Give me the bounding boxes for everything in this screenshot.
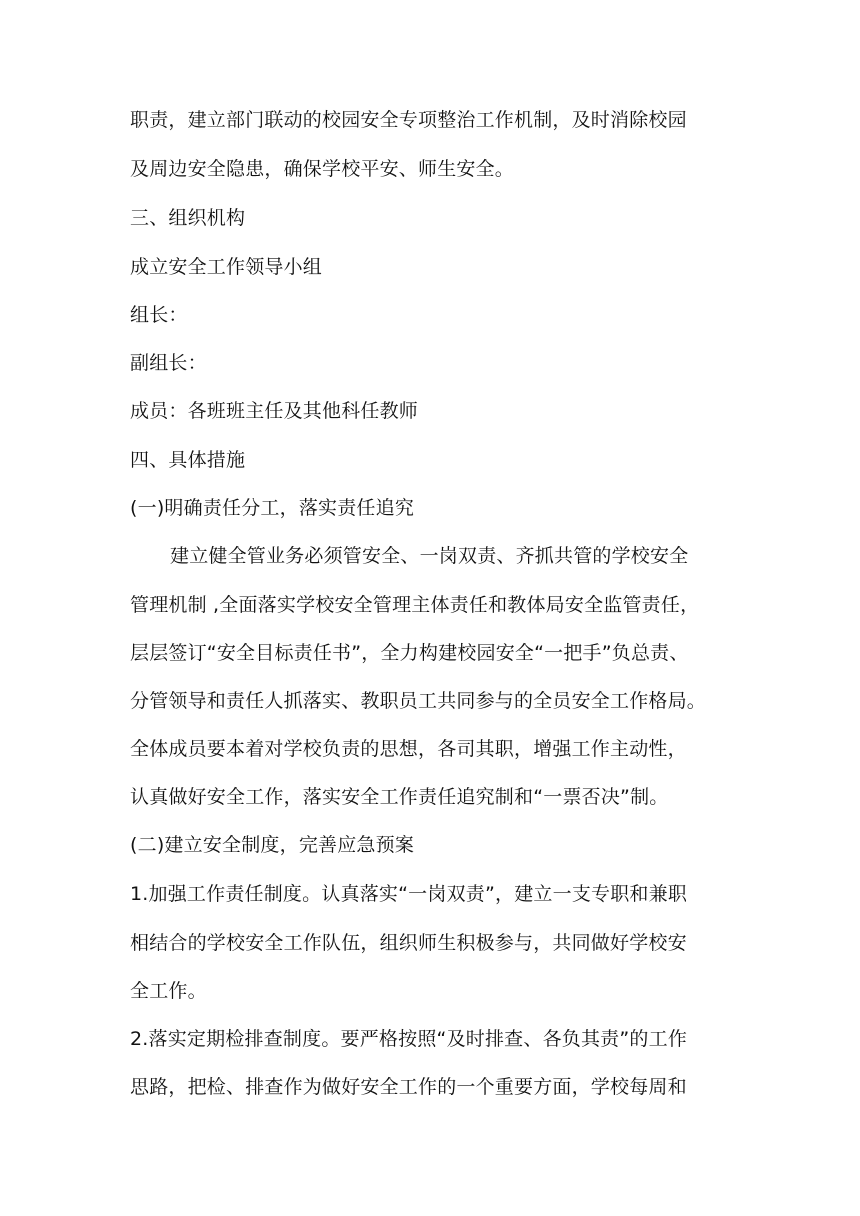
text-line: 1.加强工作责任制度。认真落实“一岗双责”，建立一支专职和兼职 [130,883,688,905]
subsection-heading: (一)明确责任分工，落实责任追究 [130,497,415,519]
text-line: 职责，建立部门联动的校园安全专项整治工作机制，及时消除校园 [130,109,687,131]
text-line: 组长： [130,304,188,326]
text-line: 及周边安全隐患，确保学校平安、师生安全。 [130,158,515,180]
text-line: 建立健全管业务必须管安全、一岗双责、齐抓共管的学校安全 [170,545,689,567]
section-heading: 四、具体措施 [130,449,246,471]
subsection-heading: (二)建立安全制度，完善应急预案 [130,834,415,856]
text-line: 相结合的学校安全工作队伍，组织师生积极参与，共同做好学校安 [130,932,687,954]
text-line: 全体成员要本着对学校负责的思想，各司其职，增强工作主动性， [130,738,687,760]
text-line: 全工作。 [130,980,207,1002]
text-line: 思路，把检、排查作为做好安全工作的一个重要方面，学校每周和 [130,1076,687,1098]
section-heading: 三、组织机构 [130,207,246,229]
text-line: 副组长： [130,352,207,374]
text-line: 成立安全工作领导小组 [130,256,323,278]
text-line: 管理机制 ,全面落实学校安全管理主体责任和教体局安全监管责任， [130,594,700,616]
text-line: 2.落实定期检排查制度。要严格按照“及时排查、各负其责”的工作 [130,1028,688,1050]
text-line: 层层签订“安全目标责任书”，全力构建校园安全“一把手”负总责、 [130,642,689,664]
text-line: 分管领导和责任人抓落实、教职员工共同参与的全员安全工作格局。 [130,690,707,712]
text-line: 认真做好安全工作，落实安全工作责任追究制和“一票否决”制。 [130,786,669,808]
text-line: 成员：各班班主任及其他科任教师 [130,400,419,422]
